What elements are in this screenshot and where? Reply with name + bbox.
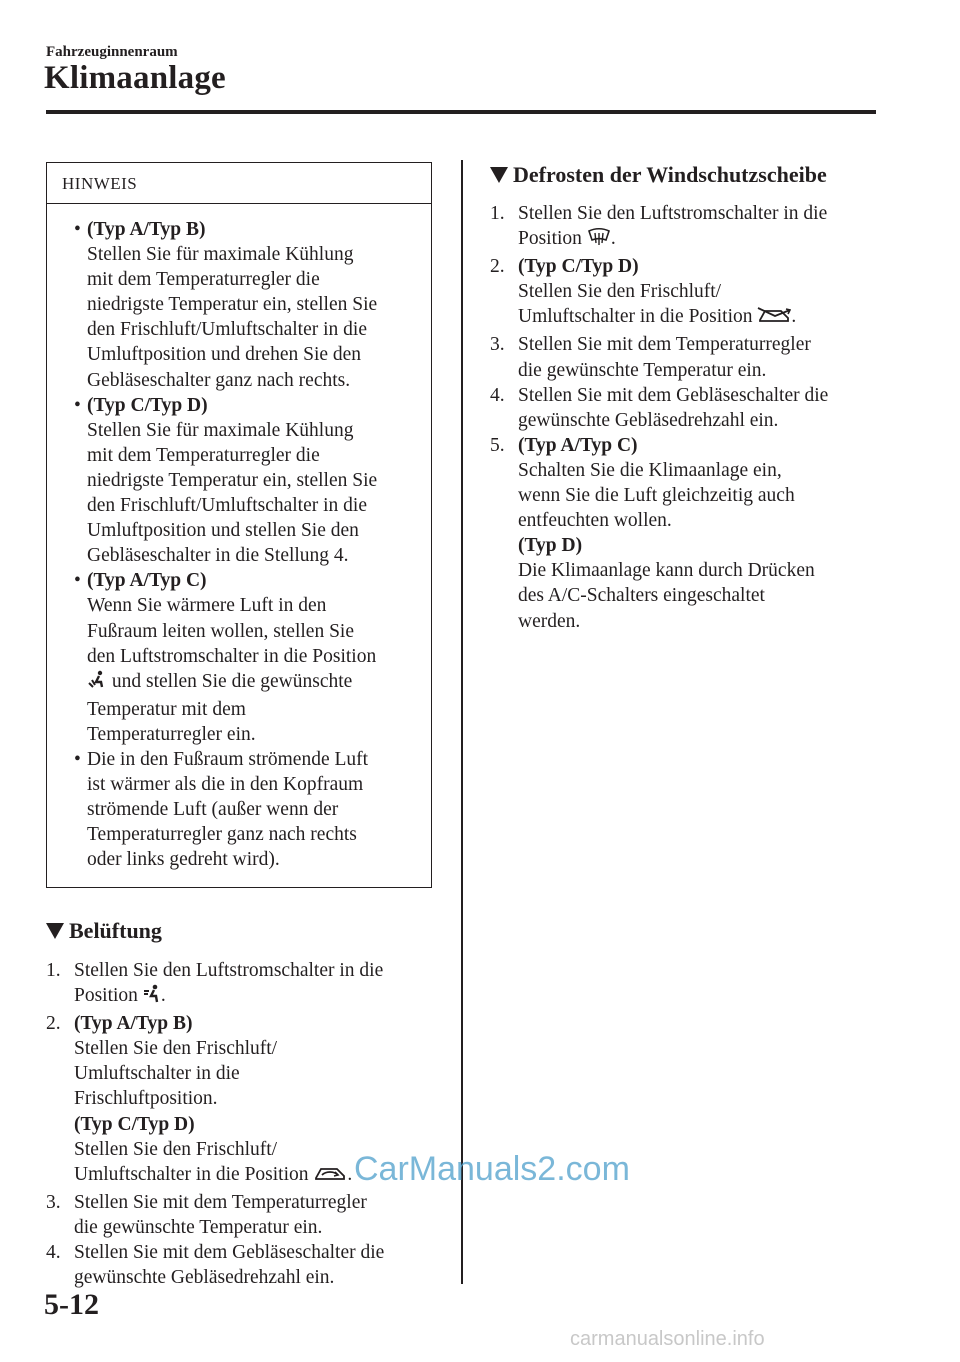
type-label: (Typ C/Typ D) [74,1113,195,1135]
step-line-text: Position [518,228,587,250]
step-line-text: Umluftschalter in die Position [518,306,758,328]
floor-vent-icon [87,670,107,697]
type-label: (Typ A/Typ C) [518,434,638,456]
note-line: Wenn Sie wärmere Luft in den [87,595,327,617]
note-line: niedrigste Temperatur ein, stellen Sie [87,469,378,491]
note-line: Fußraum leiten wollen, stellen Sie [87,620,354,642]
heading-text: Defrosten der Windschutzscheibe [513,162,827,187]
step-line: wenn Sie die Luft gleichzeitig auch [518,485,795,507]
step-line-text: . [610,228,616,250]
step-line: Stellen Sie den Frischluft/ [518,281,722,303]
recirculation-icon [313,1163,347,1190]
note-item [47,568,431,747]
footer-watermark: carmanualsonline.info [570,1328,765,1350]
type-label: (Typ D) [518,535,583,557]
step-line: des A/C-Schalters eingeschaltet [518,585,765,607]
note-line: Stellen Sie für maximale Kühlung [87,419,354,441]
step-line: Schalten Sie die Klimaanlage ein, [518,459,782,481]
step [46,1240,446,1290]
note-box [46,162,432,888]
note-item [47,217,431,393]
step-number: 5. [490,434,505,456]
step-line: gewünschte Gebläsedrehzahl ein. [74,1267,335,1289]
section-heading [490,162,827,188]
page-title: Klimaanlage [44,60,226,96]
step-line: Umluftschalter in die [74,1063,240,1085]
note-line-text: und stellen Sie die gewünschte [107,670,353,692]
type-label: (Typ C/Typ D) [518,256,639,278]
note-line: ist wärmer als die in den Kopfraum [87,774,364,796]
step-line: Stellen Sie den Frischluft/ [74,1138,278,1160]
note-line: mit dem Temperaturregler die [87,269,320,291]
bullet: • [74,394,81,416]
type-label: (Typ C/Typ D) [87,394,208,416]
step-line [518,304,890,332]
note-line: Temperaturregler ganz nach rechts [87,824,357,846]
step-line-text: Umluftschalter in die Position [74,1163,314,1185]
note-heading: HINWEIS [62,174,138,193]
note-item [47,393,431,569]
step-line: Stellen Sie den Luftstromschalter in die [74,960,384,981]
note-item [47,747,431,872]
watermark: CarManuals2.com [354,1150,630,1188]
step-line: die gewünschte Temperatur ein. [518,359,767,381]
bullet: • [74,748,81,770]
step-line [74,983,446,1011]
step-line: Stellen Sie mit dem Temperaturregler [74,1191,367,1213]
belueftung-steps [46,958,446,1290]
bullet: • [74,219,81,240]
note-line: den Frischluft/Umluftschalter in die [87,495,367,517]
note-line: oder links gedreht wird). [87,849,280,871]
note-line: Umluftposition und drehen Sie den [87,344,362,366]
section-heading [46,918,162,944]
step-line: Stellen Sie den Luftstromschalter in die [518,203,828,224]
face-vent-icon [143,984,161,1011]
note-header [47,163,431,204]
header-rule [46,110,876,114]
step [490,201,890,254]
note-line: Gebläseschalter in die Stellung 4. [87,545,349,567]
note-line: den Luftstromschalter in die Position [87,645,377,667]
note-line: strömende Luft (außer wenn der [87,799,339,821]
step-number: 4. [46,1242,61,1264]
step-line: Die Klimaanlage kann durch Drücken [518,560,815,582]
windshield-defrost-icon [587,227,611,254]
step-number: 2. [46,1013,61,1035]
triangle-marker-icon [490,167,508,183]
step [490,433,890,634]
step-line [518,226,890,254]
note-line: Umluftposition und stellen Sie den [87,520,359,542]
step [46,1190,446,1240]
step-line: die gewünschte Temperatur ein. [74,1216,323,1238]
step-number: 1. [490,203,505,224]
step-line: Stellen Sie den Frischluft/ [74,1038,278,1060]
step-line-text: . [160,985,166,1007]
step [46,958,446,1011]
step-number: 3. [46,1191,61,1213]
step-line: gewünschte Gebläsedrehzahl ein. [518,409,779,431]
note-line: Temperaturregler ein. [87,723,256,745]
step-line-text: . [791,306,797,328]
step-line: Stellen Sie mit dem Temperaturregler [518,334,811,356]
step-line-text: . [347,1163,353,1185]
note-line: Stellen Sie für maximale Kühlung [87,244,354,266]
step-number: 3. [490,334,505,356]
step-line: Stellen Sie mit dem Gebläseschalter die [518,384,829,406]
bullet: • [74,570,81,592]
step-line: entfeuchten wollen. [518,510,672,532]
step-number: 1. [46,960,61,981]
type-label: (Typ A/Typ C) [87,570,207,592]
fresh-air-icon [757,305,791,332]
note-line: den Frischluft/Umluftschalter in die [87,319,367,341]
note-line: Gebläseschalter ganz nach rechts. [87,369,351,391]
step-number: 4. [490,384,505,406]
step-number: 2. [490,256,505,278]
column-divider [461,160,463,1284]
step [490,254,890,332]
step-line-text: Position [74,985,143,1007]
step-line: werden. [518,610,581,632]
type-label: (Typ A/Typ B) [87,219,206,240]
step [490,332,890,382]
page-number: 5-12 [44,1288,99,1321]
section-name: Fahrzeuginnenraum [46,44,178,60]
heading-text: Belüftung [69,918,162,943]
note-line: mit dem Temperaturregler die [87,444,320,466]
note-line: niedrigste Temperatur ein, stellen Sie [87,294,378,316]
step [490,383,890,433]
note-line [87,669,431,697]
note-line: Die in den Fußraum strömende Luft [87,748,369,770]
defrosten-steps [490,201,890,634]
note-body [47,217,431,872]
step-line: Frischluftposition. [74,1088,218,1110]
step-line: Stellen Sie mit dem Gebläseschalter die [74,1242,385,1264]
note-line: Temperatur mit dem [87,698,246,720]
type-label: (Typ A/Typ B) [74,1013,193,1035]
triangle-marker-icon [46,923,64,939]
